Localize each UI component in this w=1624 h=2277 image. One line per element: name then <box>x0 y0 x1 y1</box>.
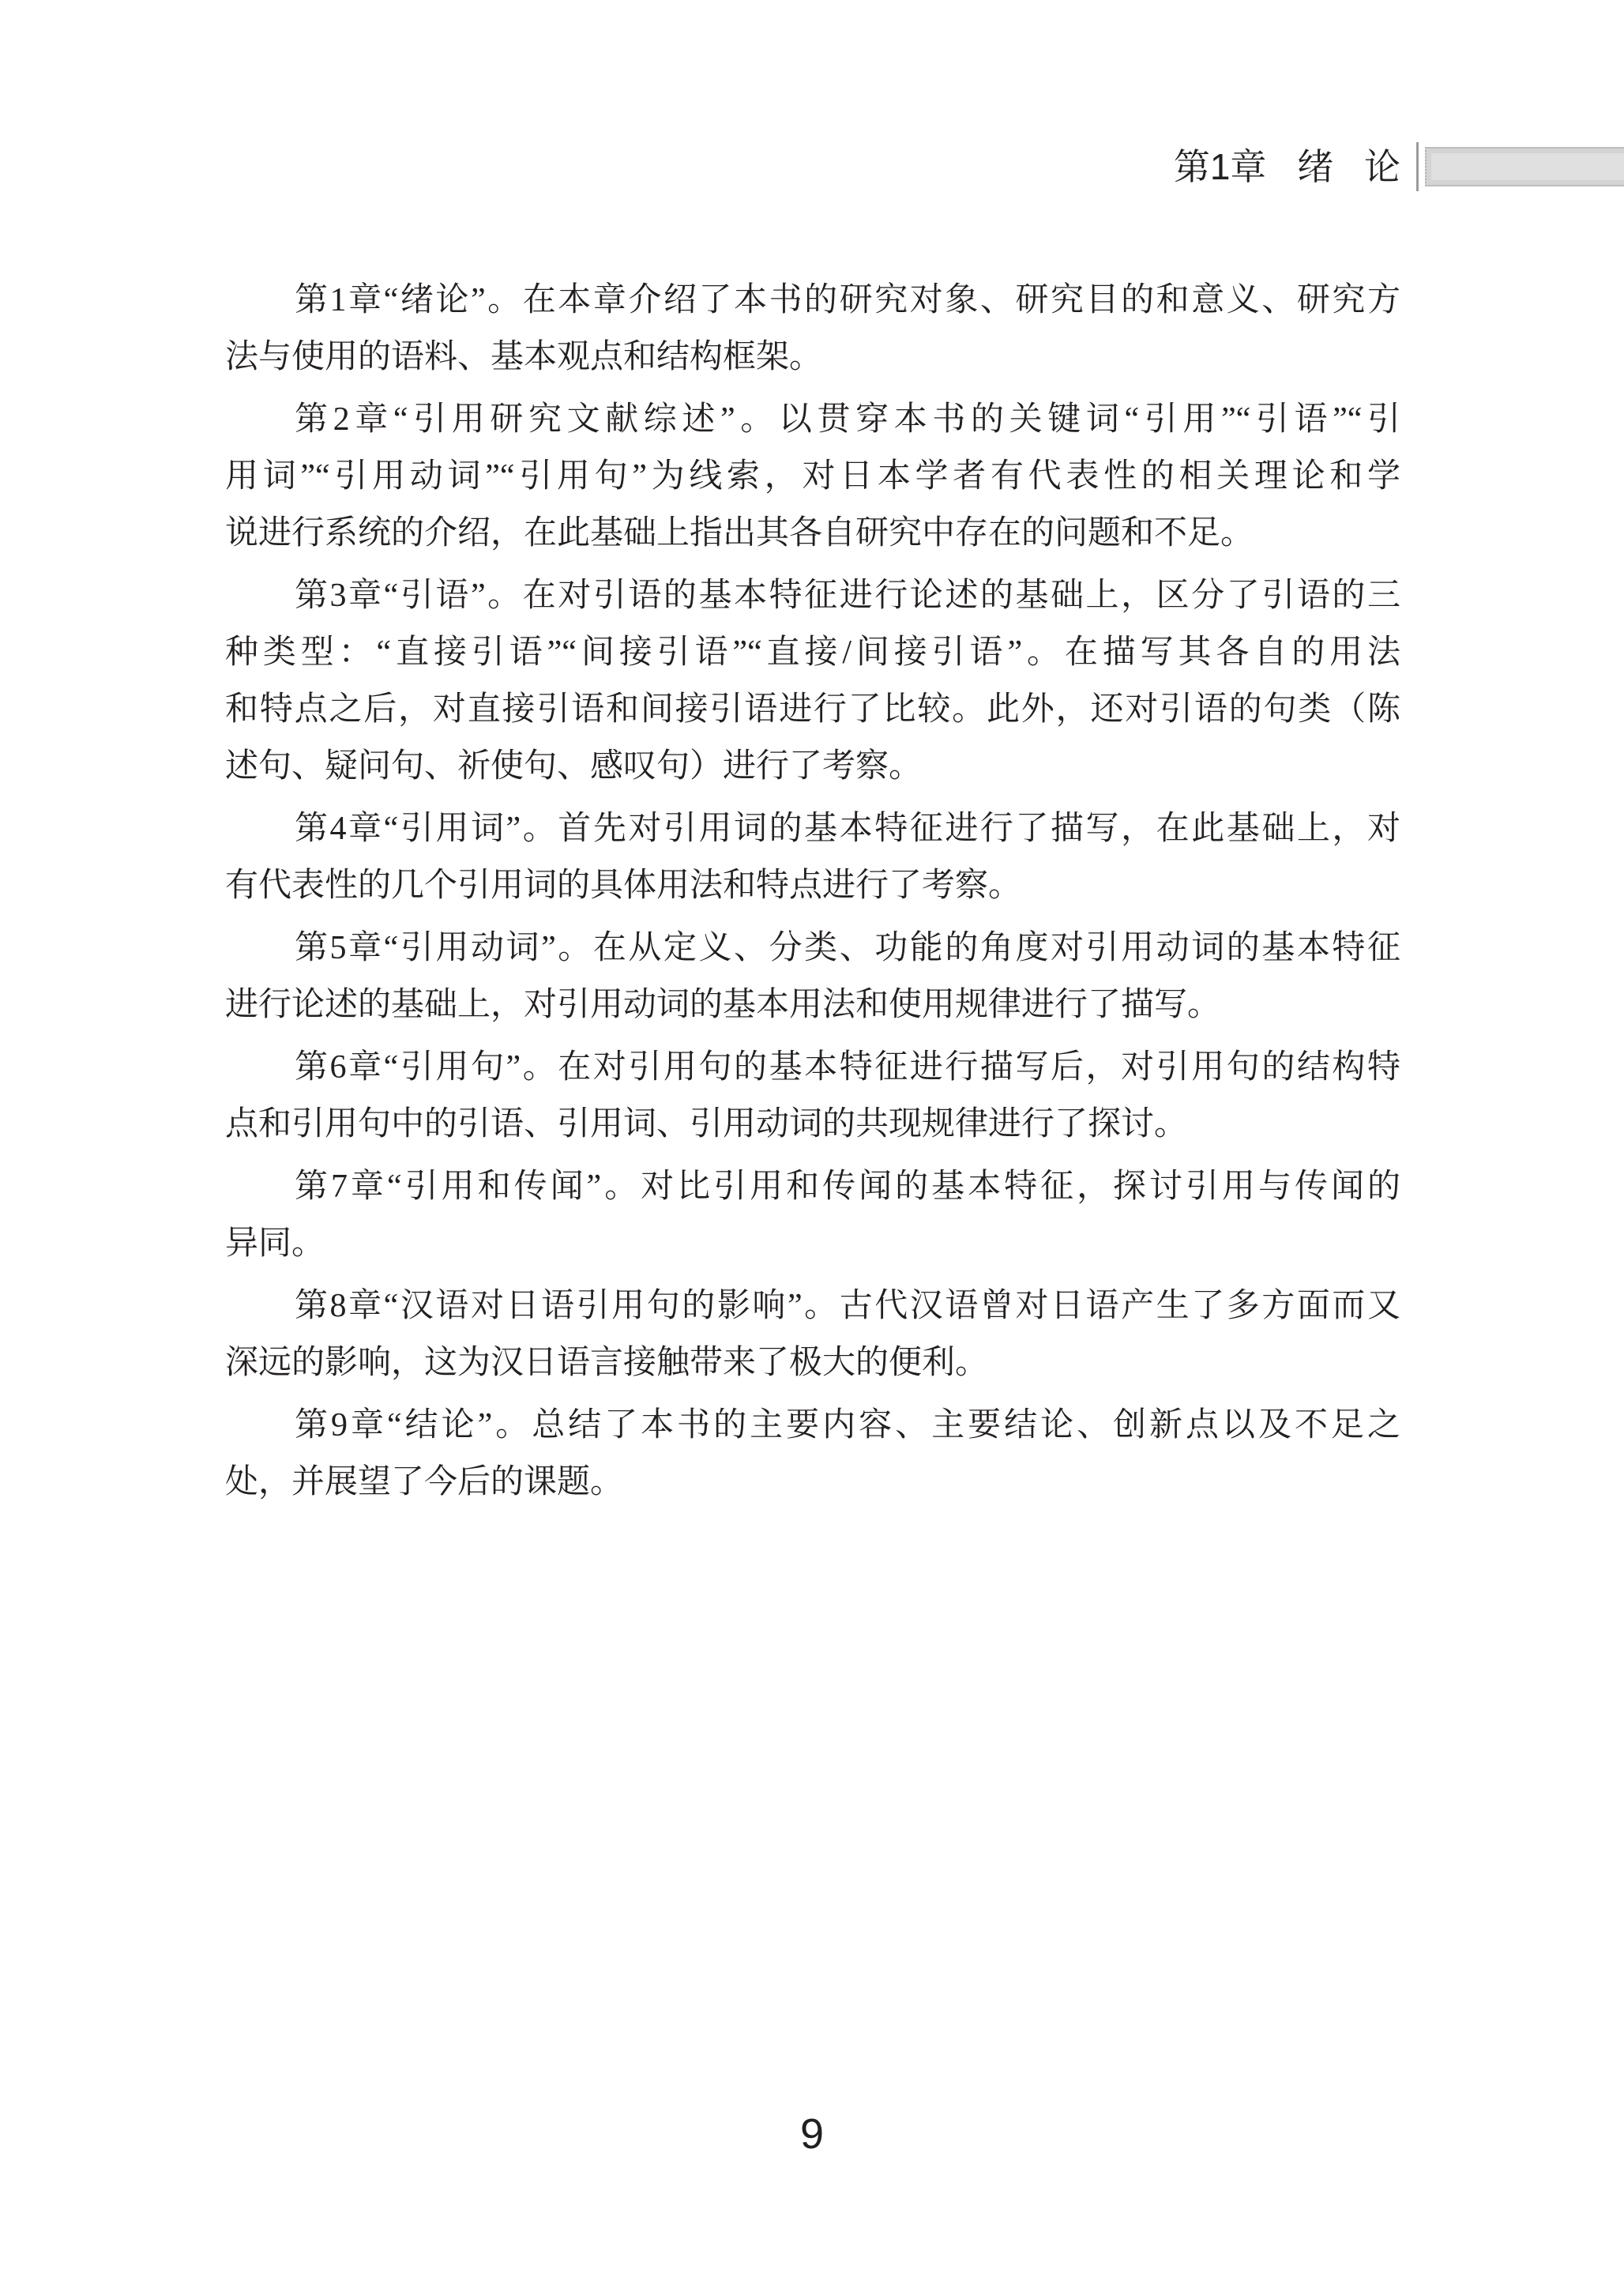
paragraph-chapter-7 <box>225 1158 1400 1272</box>
paragraph-chapter-6 <box>225 1039 1400 1153</box>
text-line: 用词”“引用动词”“引用句”为线索，对日本学者有代表性的相关理论和学 <box>225 458 1400 495</box>
header-divider <box>1416 142 1419 191</box>
text-line: 和特点之后，对直接引语和间接引语进行了比较。此外，还对引语的句类（陈 <box>225 691 1400 728</box>
paragraph-chapter-9 <box>225 1397 1400 1511</box>
text-line: 异同。 <box>225 1225 325 1262</box>
body-text <box>225 272 1400 1516</box>
text-line: 第2章“引用研究文献综述”。以贯穿本书的关键词“引用”“引语”“引 <box>295 401 1400 438</box>
text-line: 种类型：“直接引语”“间接引语”“直接/间接引语”。在描写其各自的用法 <box>225 634 1400 671</box>
header-tab-bar-fill <box>1431 153 1624 180</box>
text-line: 第4章“引用词”。首先对引用词的基本特征进行了描写，在此基础上，对 <box>295 811 1400 847</box>
text-line: 法与使用的语料、基本观点和结构框架。 <box>225 339 823 375</box>
paragraph-chapter-2 <box>225 391 1400 562</box>
header-tab-bar <box>1425 147 1624 186</box>
text-line: 第7章“引用和传闻”。对比引用和传闻的基本特征，探讨引用与传闻的 <box>295 1169 1400 1205</box>
text-line: 第5章“引用动词”。在从定义、分类、功能的角度对引用动词的基本特征 <box>295 930 1400 966</box>
paragraph-chapter-1 <box>225 272 1400 386</box>
text-line: 第6章“引用句”。在对引用句的基本特征进行描写后，对引用句的结构特 <box>295 1049 1400 1086</box>
page-number: 9 <box>799 2110 825 2158</box>
text-line: 点和引用句中的引语、引用词、引用动词的共现规律进行了探讨。 <box>225 1106 1188 1142</box>
running-header-chapter-title: 第1章 绪 论 <box>1173 146 1400 187</box>
text-line: 述句、疑问句、祈使句、感叹句）进行了考察。 <box>225 748 923 785</box>
text-line: 有代表性的几个引用词的具体用法和特点进行了考察。 <box>225 868 1022 904</box>
text-line: 说进行系统的介绍，在此基础上指出其各自研究中存在的问题和不足。 <box>225 515 1254 551</box>
text-line: 第8章“汉语对日语引用句的影响”。古代汉语曾对日语产生了多方面而又 <box>295 1288 1400 1324</box>
paragraph-chapter-5 <box>225 920 1400 1033</box>
paragraph-chapter-4 <box>225 800 1400 914</box>
paragraph-chapter-8 <box>225 1278 1400 1391</box>
text-line: 第9章“结论”。总结了本书的主要内容、主要结论、创新点以及不足之 <box>295 1407 1400 1443</box>
text-line: 处，并展望了今后的课题。 <box>225 1464 624 1500</box>
text-line: 第3章“引语”。在对引语的基本特征进行论述的基础上，区分了引语的三 <box>295 578 1400 614</box>
text-line: 深远的影响，这为汉日语言接触带来了极大的便利。 <box>225 1345 989 1381</box>
paragraph-chapter-3 <box>225 567 1400 795</box>
text-line: 进行论述的基础上，对引用动词的基本用法和使用规律进行了描写。 <box>225 987 1221 1023</box>
text-line: 第1章“绪论”。在本章介绍了本书的研究对象、研究目的和意义、研究方 <box>295 282 1400 318</box>
